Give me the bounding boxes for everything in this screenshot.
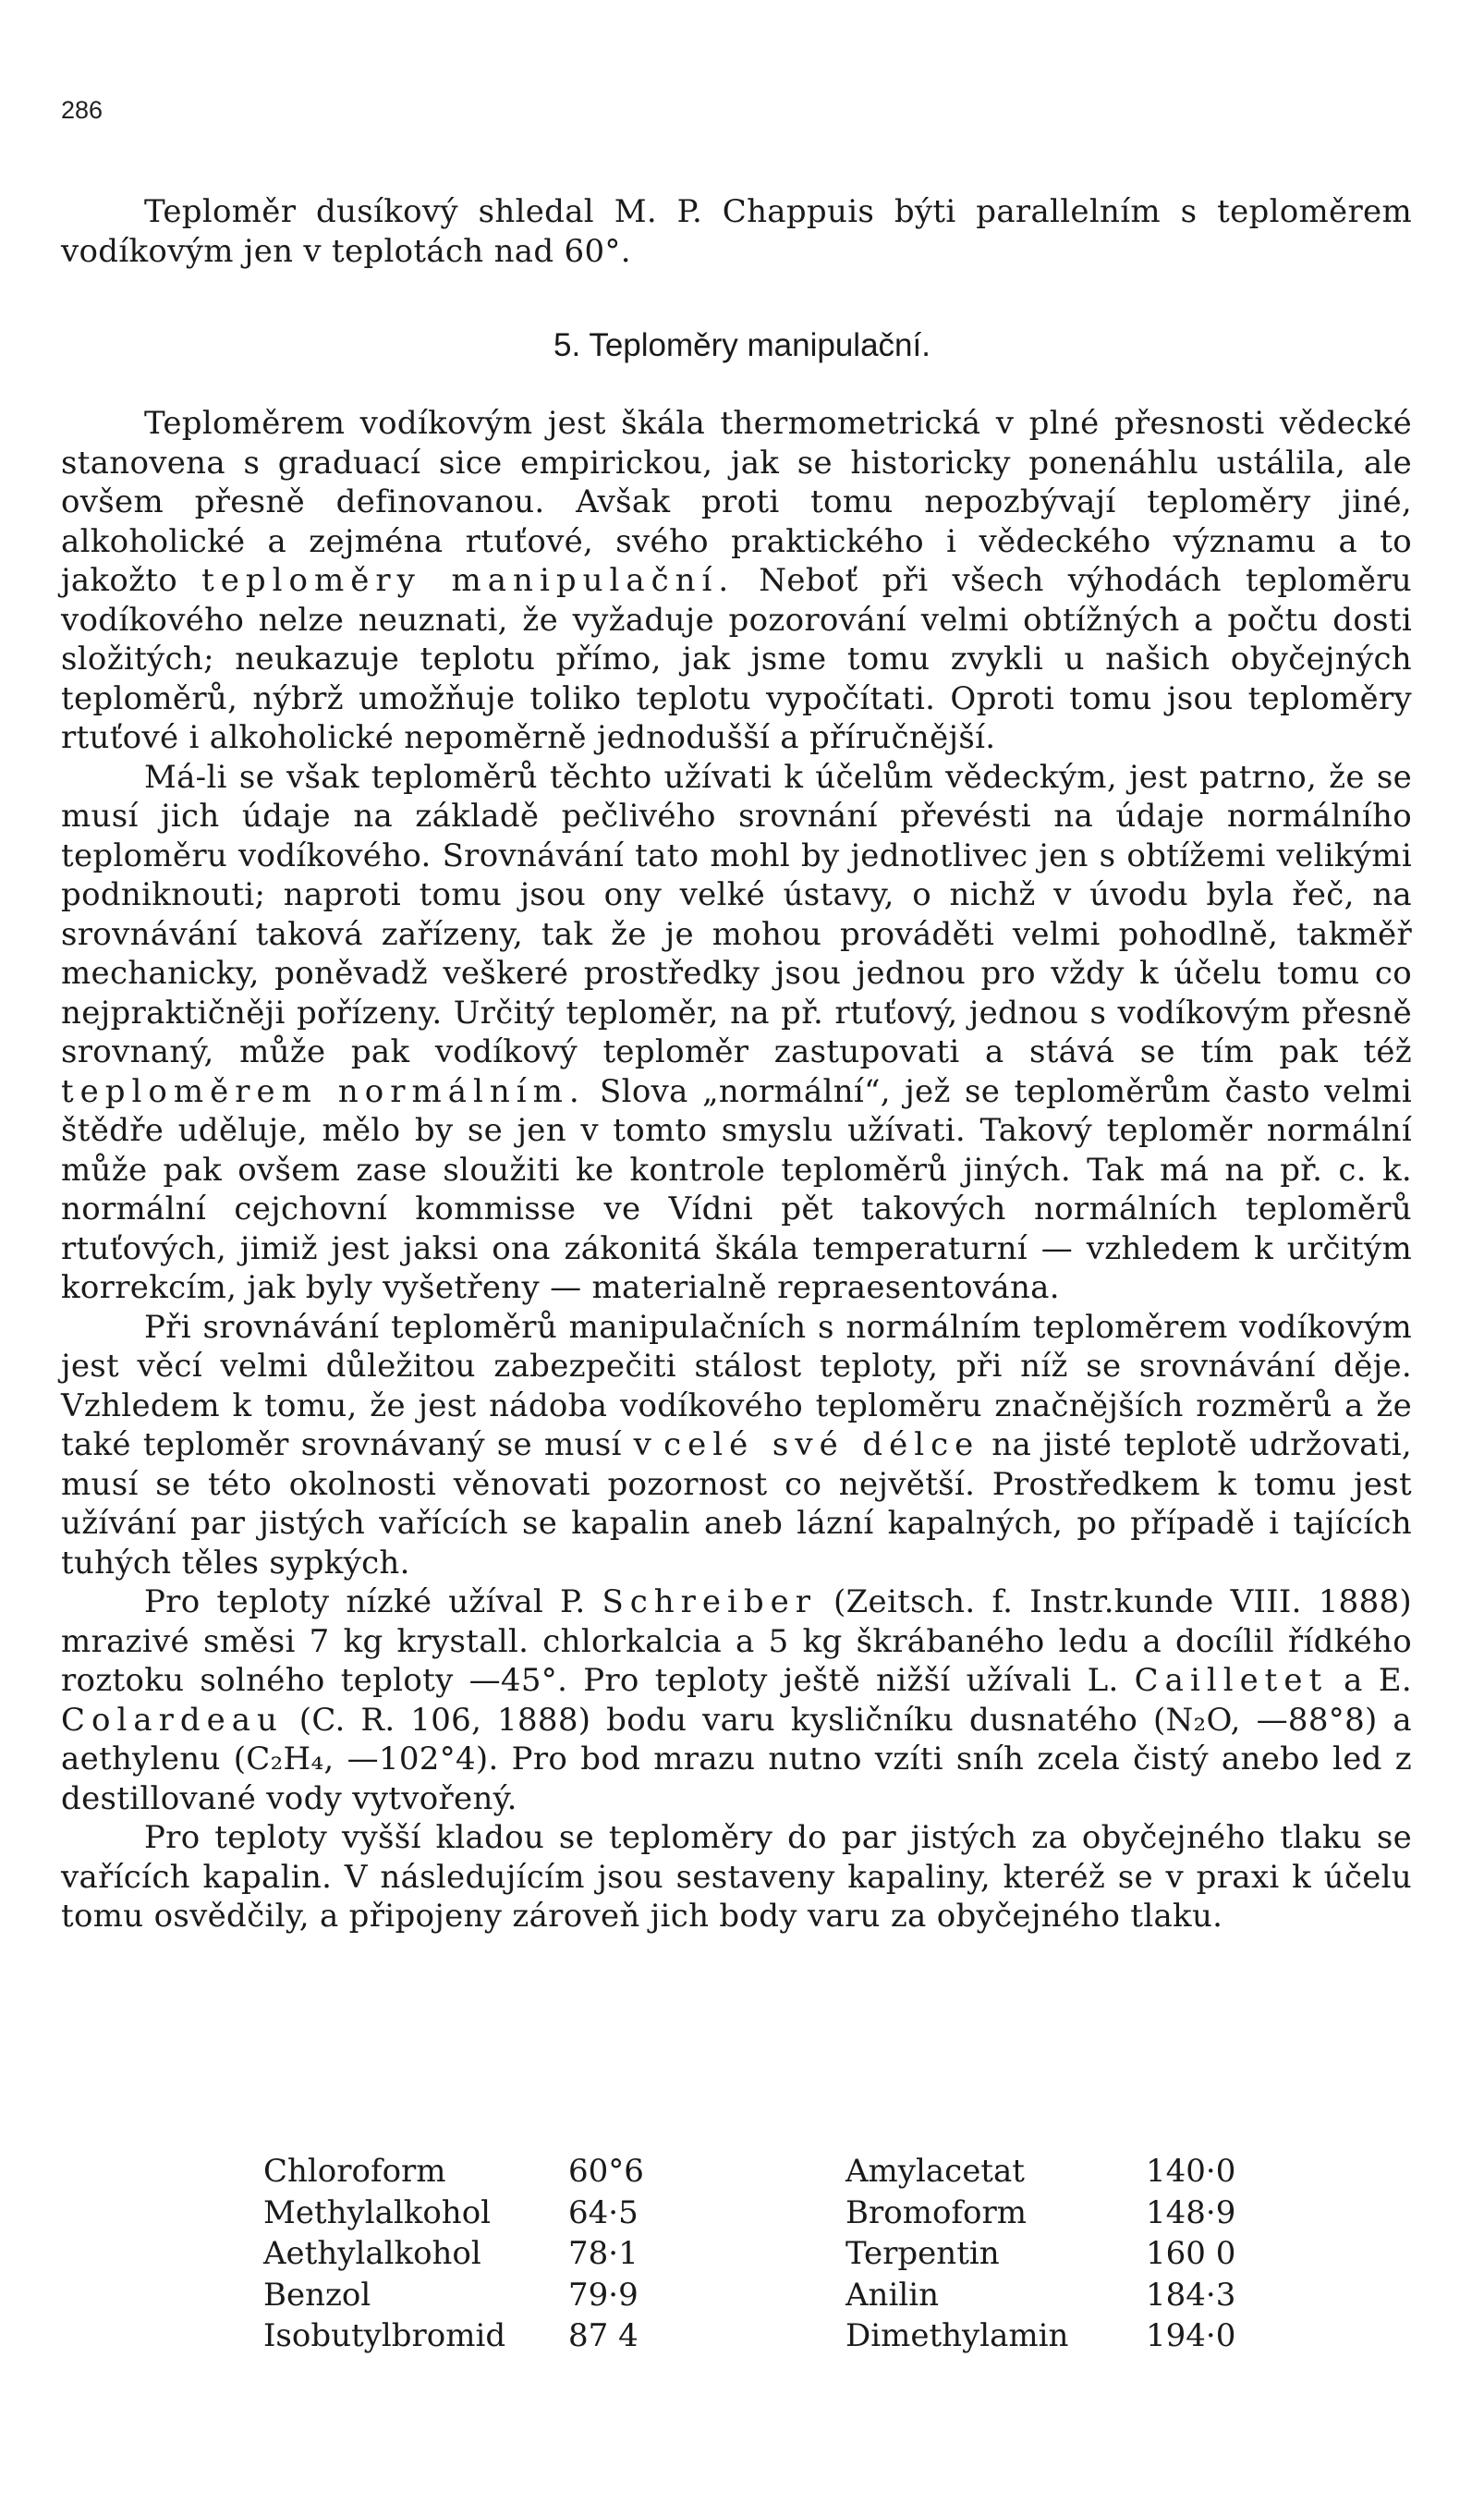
substance-name: Amylacetat <box>845 2153 1025 2190</box>
intro-text <box>61 192 1412 271</box>
paragraph-1-text-a: Teploměrem vodíkovým jest škála thermometrická v plné přesnosti vědecké stanovena s graduací sice empirickou, jak se historicky ponenáhlu ustálila, ale ovšem přesně definovanou. Avšak proti tomu nepozbývají teploměry jiné, alkoholické a zejména rtuťové, svého praktického i vědeckého významu a to jakožto <box>61 405 1412 599</box>
page-number: 286 <box>61 96 103 124</box>
table-row <box>263 2193 1257 2234</box>
boiling-point: 184·3 <box>1146 2276 1236 2314</box>
boiling-point: 140·0 <box>1146 2153 1236 2190</box>
paragraph-4-text-c: a E. <box>1344 1662 1413 1699</box>
paragraph-4-text-a: Pro teploty nízké užíval P. <box>144 1583 586 1620</box>
substance-name: Aethylalkohol <box>263 2235 481 2272</box>
substance-name: Anilin <box>845 2276 939 2314</box>
table-row <box>263 2315 1257 2357</box>
author-name-cailletet: Cailletet <box>1134 1662 1329 1699</box>
substance-name: Isobutylbromid <box>263 2317 506 2354</box>
paragraph-2-emphasis: teploměrem normálním. <box>61 1072 586 1110</box>
section-heading: 5. Teploměry manipulační. <box>553 327 931 363</box>
substance-name: Dimethylamin <box>845 2317 1069 2354</box>
boiling-point: 160 0 <box>1146 2235 1236 2272</box>
paragraph-2-text-b: Slova „normální“, jež se teploměrům často velmi štědře uděluje, mělo by se jen v tomto smyslu užívati. Takový teploměr normální může pak ovšem zase sloužiti ke kontrole teploměrů jiných. Tak má na př. c. k. normální cejchovní kommisse ve Vídni pět takových normálních teploměrů rtuťových, jimiž jest jaksi ona zákonitá škála temperaturní — vzhledem k určitým korrekcím, jak byly vyšetřeny — materialně repraesentována. <box>61 1072 1412 1306</box>
paragraph-4-text-b: (Zeitsch. f. Instr.kunde VIII. 1888) mrazivé směsi 7 kg krystall. chlorkalcia a 5 kg škrábaného ledu a docílil řídkého roztoku solného teploty —45°. Pro teploty ještě nižší užívali L. <box>61 1583 1412 1699</box>
boiling-point: 78·1 <box>568 2235 639 2272</box>
author-name-schreiber: Schreiber <box>602 1583 818 1620</box>
substance-name: Terpentin <box>845 2235 1000 2272</box>
boiling-point: 194·0 <box>1146 2317 1236 2354</box>
boiling-point: 60°6 <box>568 2153 644 2190</box>
paragraph-1-emphasis: teploměry manipulační. <box>201 562 736 599</box>
table-row <box>263 2233 1257 2275</box>
paragraph-5: Pro teploty vyšší kladou se teploměry do par jistých za obyčejného tlaku se vařících kapalin. V následujícím jsou sestaveny kapaliny, kteréž se v praxi k účelu tomu osvědčily, a připojeny zároveň jich body varu za obyčejného tlaku. <box>61 1819 1412 1935</box>
paragraph-3-emphasis: celé své délce <box>663 1426 980 1463</box>
paragraph-2-text-a: Má-li se však teploměrů těchto užívati k účelům vědeckým, jest patrno, že se musí jich údaje na základě pečlivého srovnání převésti na údaje normálního teploměru vodíkového. Srovnávání tato mohl by jednotlivec jen s obtížemi velikými podniknouti; naproti tomu jsou ony velké ústavy, o nichž v úvodu byla řeč, na srovnávání taková zařízeny, tak že je mohou prováděti velmi pohodlně, takměř mechanicky, poněvadž veškeré prostředky jsou jednou pro vždy k účelu tomu co nejpraktičněji pořízeny. Určitý teploměr, na př. rtuťový, jednou s vodíkovým přesně srovnaný, může pak vodíkový teploměr zastupovati a stává se tím pak též <box>61 758 1412 1070</box>
paragraph-2 <box>61 758 1412 1308</box>
paragraph-4 <box>61 1582 1412 1818</box>
paragraph-3-text-b: na jisté teplotě udržovati, musí se této okolnosti věnovati pozornost co největší. Prostředkem k tomu jest užívání par jistých vařících se kapalin aneb lázní kapalných, po případě i tajících tuhých těles sypkých. <box>61 1426 1412 1582</box>
boiling-point: 79·9 <box>568 2276 639 2314</box>
boiling-point: 87 4 <box>568 2317 639 2354</box>
boiling-point: 148·9 <box>1146 2193 1236 2231</box>
author-name-colardeau: Colardeau <box>61 1701 284 1739</box>
substance-name: Methylalkohol <box>263 2193 492 2231</box>
paragraph-1-text-b: Neboť při všech výhodách teploměru vodíkového nelze neuznati, že vyžaduje pozorování velmi obtížných a počtu dosti složitých; neukazuje teplotu přímo, jak jsme tomu zvykli u našich obyčejných teploměrů, nýbrž umožňuje toliko teplotu vypočítati. Oproti tomu jsou teploměry rtuťové i alkoholické nepoměrně jednodušší a příručnější. <box>61 562 1412 756</box>
substance-name: Benzol <box>263 2276 371 2314</box>
substance-name: Chloroform <box>263 2153 446 2190</box>
table-row <box>263 2275 1257 2316</box>
boiling-points-table <box>263 2151 1257 2357</box>
paragraph-4-text-d: (C. R. 106, 1888) bodu varu kysličníku dusnatého (N₂O, —88°8) a aethylenu (C₂H₄, —102°4). Pro bod mrazu nutno vzíti sníh zcela čistý anebo led z destillované vody vytvořený. <box>61 1701 1413 1817</box>
paragraph-3 <box>61 1308 1412 1583</box>
boiling-point: 64·5 <box>568 2193 639 2231</box>
main-text <box>61 404 1412 1936</box>
intro-paragraph: Teploměr dusíkový shledal M. P. Chappuis býti parallelním s teploměrem vodíkovým jen v teplotách nad 60°. <box>61 193 1412 270</box>
table-row <box>263 2151 1257 2193</box>
substance-name: Bromoform <box>845 2193 1027 2231</box>
paragraph-1 <box>61 404 1412 758</box>
paragraph-3-text-a: Při srovnávání teploměrů manipulačních s normálním teploměrem vodíkovým jest věcí velmi důležitou zabezpečiti stálost teploty, při níž se srovnávání děje. Vzhledem k tomu, že jest nádoba vodíkového teploměru značnějších rozměrů a že také teploměr srovnávaný se musí v <box>61 1308 1412 1463</box>
